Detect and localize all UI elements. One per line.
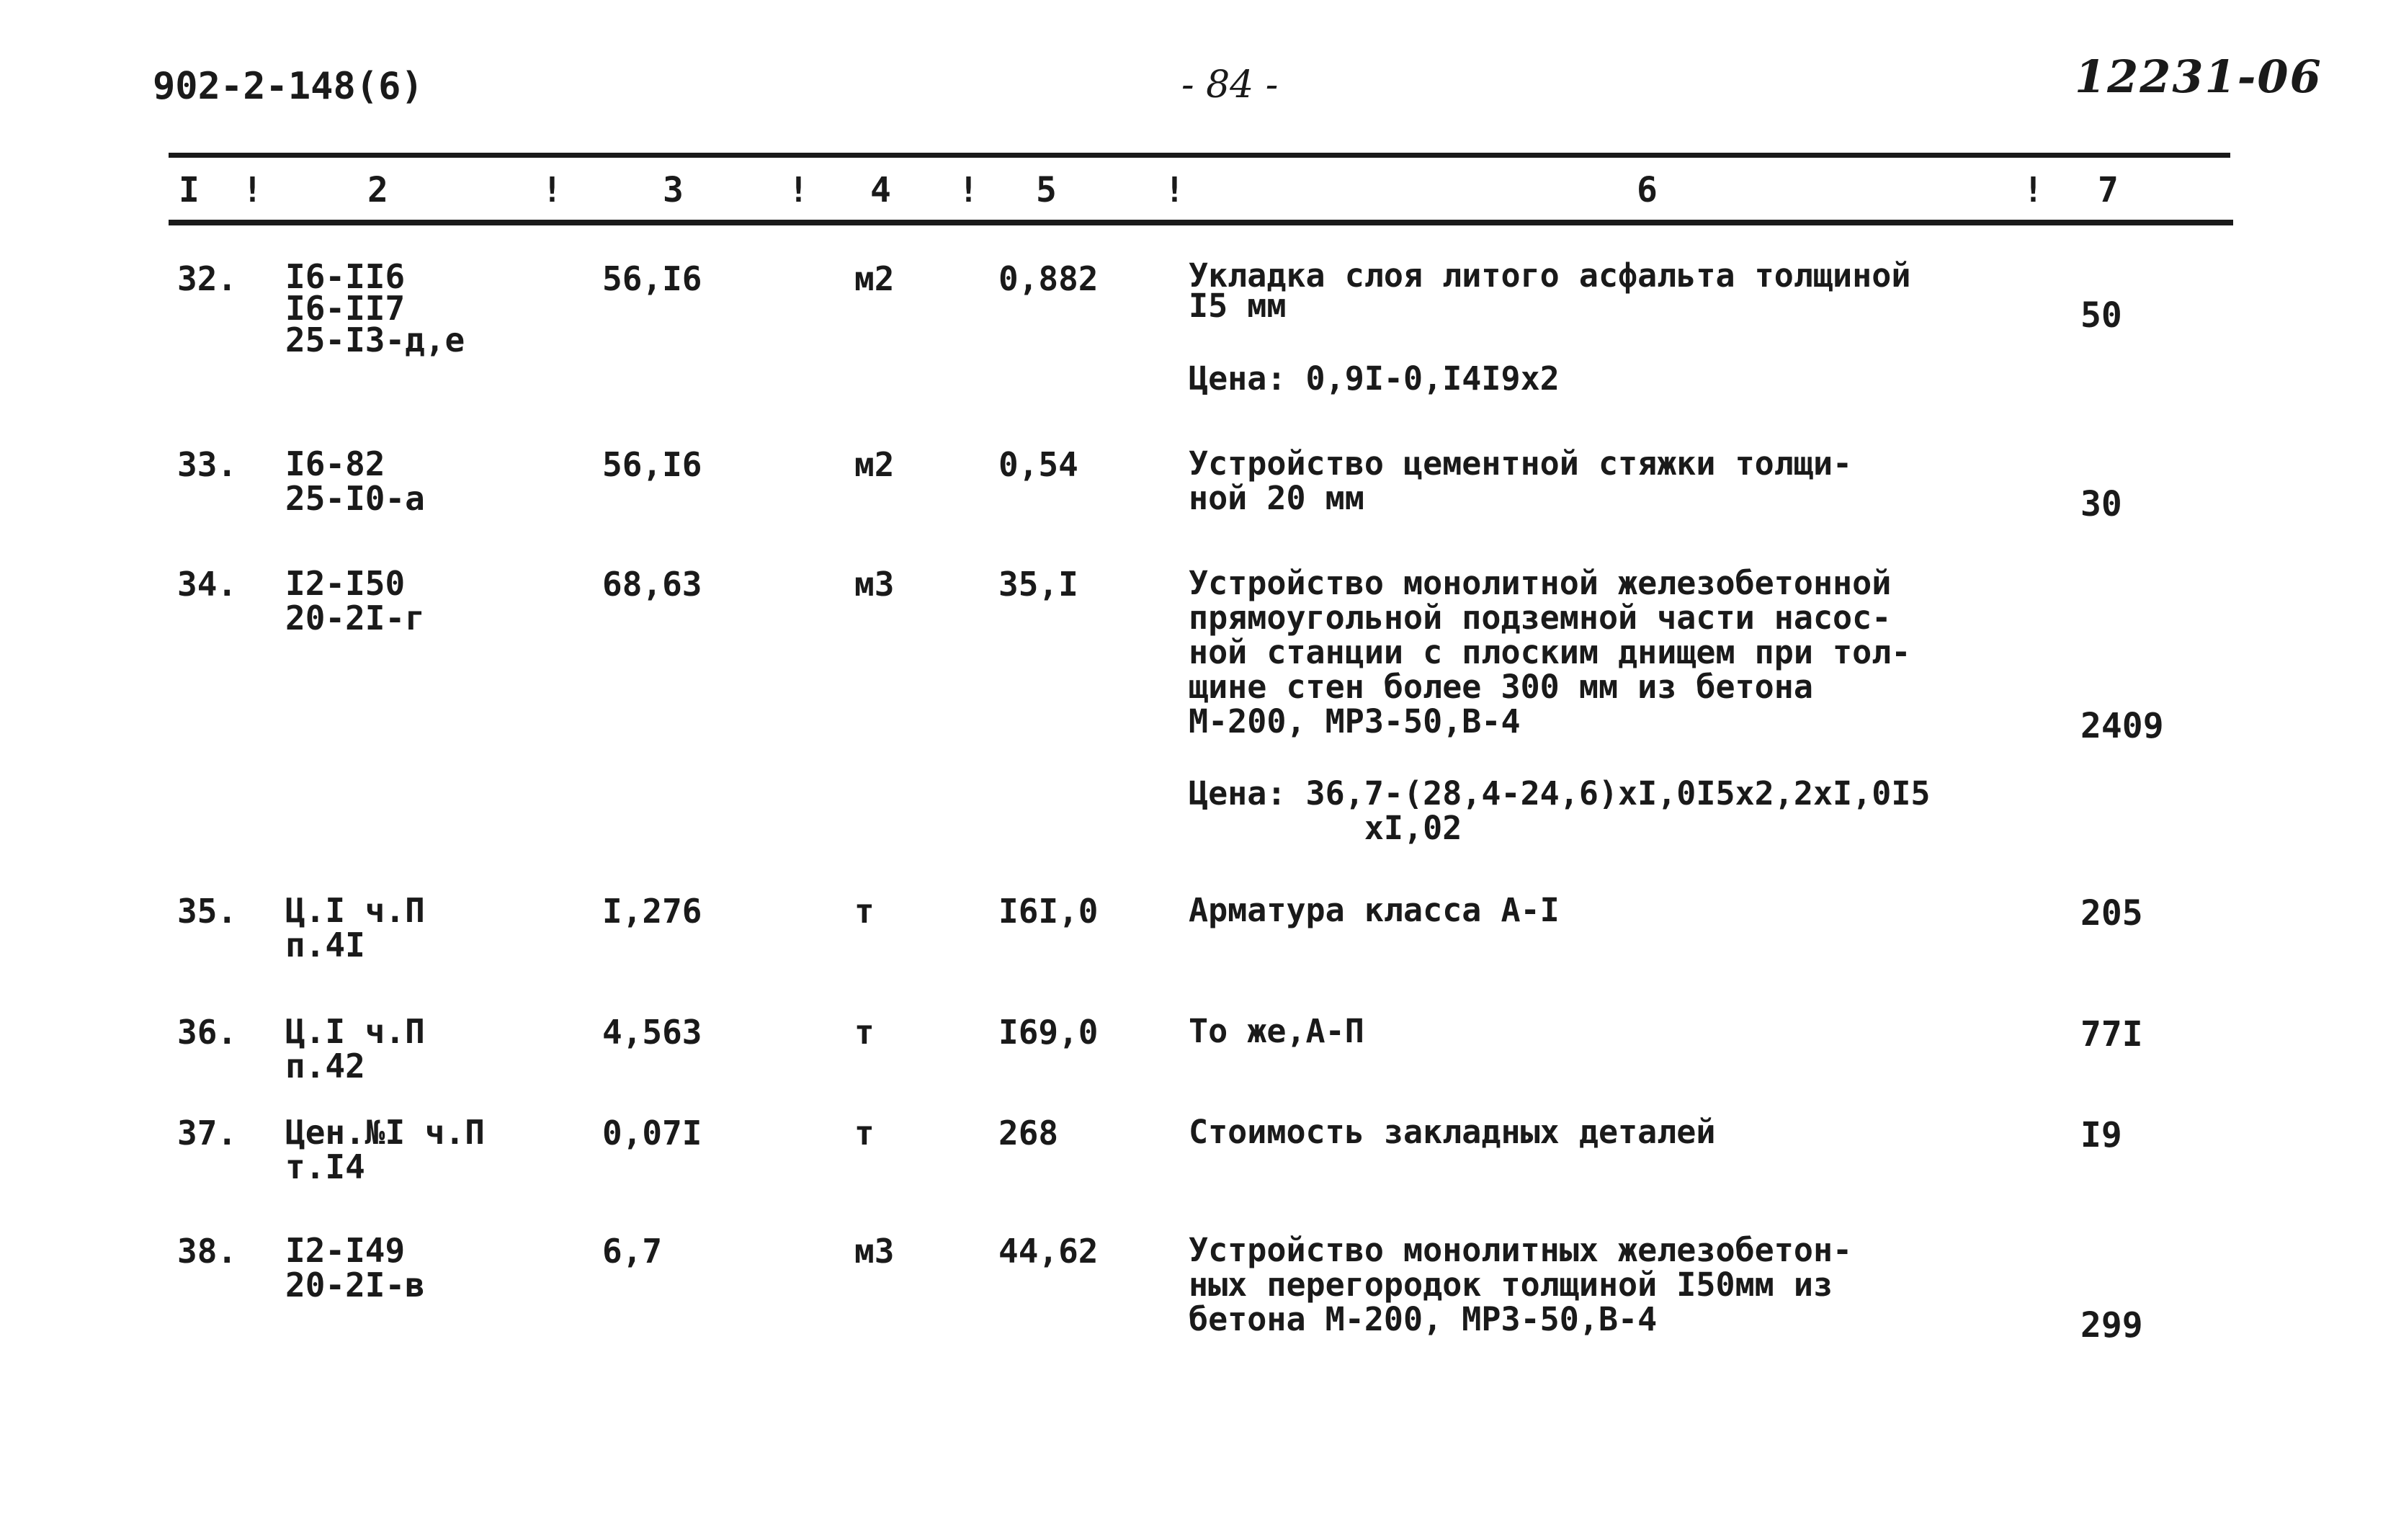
quantity: 6,7 xyxy=(602,1232,663,1271)
table-top-rule xyxy=(169,153,2230,158)
quantity: 4,563 xyxy=(602,1013,702,1052)
quantity: 68,63 xyxy=(602,565,702,604)
quantity: 0,07I xyxy=(602,1114,702,1152)
col-separator: ! xyxy=(242,170,263,210)
row-total: I9 xyxy=(2080,1115,2122,1155)
unit: м2 xyxy=(854,259,895,298)
work-description: Стоимость закладных деталей xyxy=(1189,1113,1716,1151)
row-number: 36. xyxy=(177,1013,238,1052)
col-header-7: 7 xyxy=(2098,170,2119,210)
unit-price: I69,0 xyxy=(998,1013,1099,1052)
unit-price: 268 xyxy=(998,1114,1059,1152)
price-formula: Цена: 36,7-(28,4-24,6)xI,0I5x2,2xI,0I5 xI,02 xyxy=(1189,774,1931,847)
norm-codes: I6-II6 I6-II7 25-I3-д,е xyxy=(285,257,465,359)
unit: т xyxy=(854,1013,875,1052)
col-header-4: 4 xyxy=(870,170,891,210)
unit: м2 xyxy=(854,445,895,484)
row-number: 37. xyxy=(177,1114,238,1152)
unit-price: I6I,0 xyxy=(998,892,1099,931)
row-number: 32. xyxy=(177,259,238,298)
unit: т xyxy=(854,1114,875,1152)
col-header-5: 5 xyxy=(1036,170,1057,210)
quantity: 56,I6 xyxy=(602,259,702,298)
page-number: - 84 - xyxy=(1181,63,1279,107)
row-total: 77I xyxy=(2080,1014,2143,1055)
work-description: Укладка слоя литого асфальта толщиной I5 мм xyxy=(1189,256,1911,325)
work-description: Арматура класса А-I xyxy=(1189,891,1560,929)
document-number: 902-2-148(6) xyxy=(153,65,424,108)
unit: м3 xyxy=(854,1232,895,1271)
quantity: I,276 xyxy=(602,892,702,931)
norm-codes: Ц.I ч.П п.4I xyxy=(285,891,425,964)
table-header-rule xyxy=(169,220,2233,225)
price-formula: Цена: 0,9I-0,I4I9x2 xyxy=(1189,359,1560,398)
norm-codes: I2-I50 20-2I-г xyxy=(285,564,425,637)
col-separator: ! xyxy=(1164,170,1185,210)
norm-codes: I6-82 25-I0-а xyxy=(285,444,425,518)
col-separator: ! xyxy=(542,170,563,210)
unit-price: 0,54 xyxy=(998,445,1078,484)
work-description: Устройство монолитной железобетонной прямоугольной подземной части насос- ной станции с плоским днищем при тол- щине стен более 300 мм из бетона М-200, МРЗ-50,В-4 xyxy=(1189,564,1911,740)
archive-code: 12231-06 xyxy=(2075,50,2322,103)
norm-codes: Цен.№I ч.П т.I4 xyxy=(285,1113,485,1186)
unit-price: 35,I xyxy=(998,565,1078,604)
row-number: 33. xyxy=(177,445,238,484)
unit: т xyxy=(854,892,875,931)
unit-price: 44,62 xyxy=(998,1232,1099,1271)
row-total: 299 xyxy=(2080,1305,2143,1346)
work-description: Устройство монолитных железобетон- ных перегородок толщиной I50мм из бетона М-200, МРЗ-50,В-4 xyxy=(1189,1231,1853,1338)
unit: м3 xyxy=(854,565,895,604)
col-header-6: 6 xyxy=(1637,170,1658,210)
row-total: 205 xyxy=(2080,893,2143,934)
norm-codes: I2-I49 20-2I-в xyxy=(285,1231,425,1304)
quantity: 56,I6 xyxy=(602,445,702,484)
col-header-1: I xyxy=(179,170,200,210)
col-header-3: 3 xyxy=(663,170,684,210)
row-total: 50 xyxy=(2080,295,2122,336)
col-header-2: 2 xyxy=(367,170,388,210)
row-number: 38. xyxy=(177,1232,238,1271)
work-description: То же,А-П xyxy=(1189,1012,1364,1050)
col-separator: ! xyxy=(2023,170,2044,210)
col-separator: ! xyxy=(788,170,809,210)
unit-price: 0,882 xyxy=(998,259,1099,298)
work-description: Устройство цементной стяжки толщи- ной 20 мм xyxy=(1189,444,1853,517)
row-number: 34. xyxy=(177,565,238,604)
row-total: 30 xyxy=(2080,484,2122,524)
col-separator: ! xyxy=(958,170,979,210)
row-number: 35. xyxy=(177,892,238,931)
norm-codes: Ц.I ч.П п.42 xyxy=(285,1012,425,1085)
row-total: 2409 xyxy=(2080,706,2164,746)
